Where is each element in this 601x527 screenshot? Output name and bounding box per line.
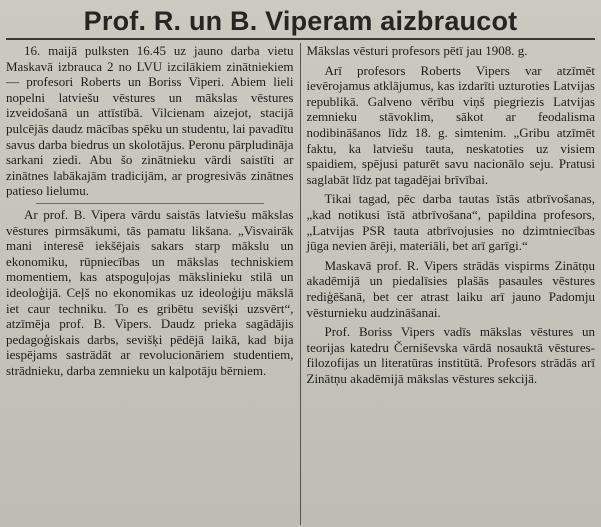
paragraph-liberation: Tikai tagad, pēc darba tautas īstās atbrīvošanas, „kad notikusi īstā atbrīvošana“, papildina profesors, „Latvijas PSR tauta atbrīvojusies no dzimtniecības jūga nevien ārēji, materiāli, bet arī garīgi.“ — [306, 191, 595, 254]
headline-rule — [6, 38, 595, 40]
paragraph-moscow-work: Maskavā prof. R. Vipers strādās vispirms Zinātņu akadēmijā un piedalīsies plašās pasaules vēstures rediģēšanā, bet cer atrast laiku arī jauno Padomju vēsturnieku audzināšanai. — [306, 257, 595, 320]
paragraph-b-vipers: Ar prof. B. Vipera vārdu saistās latviešu mākslas vēstures pirmsākumi, tās pamatu likšana. „Visvairāk mani interesē iekšējais sakars starp mākslu un ekonomiku, rūpniecības un mākslas techniskiem momentiem, kas atspoguļojas mākslinieku stilā un ideoloģijā. Ceļš no ekonomikas uz ideoloģiju mākslā iet caur techniku. To es gribētu sevišķi uzsvērt“, atzīmēja prof. B. Vipers. Daudz prieka sagādājis pedagoģiskais darbs, sevišķi pēdējā laikā, kad bija iespējams sastrādāt ar revolucionāriem studentiem, strādnieku, darba zemnieku un kalpotāju bērniem. — [6, 206, 294, 378]
paragraph-departure: 16. maijā pulksten 16.45 uz jauno darba vietu Maskavā izbrauca 2 no LVU izcilākiem zinātniekiem — profesori Roberts un Boriss Viperi. Abiem lieli nopelni latviešu vēstures un mākslas vēstures izveidošanā un attīstībā. Vilcienam aizejot, stacijā pulcējās daudz mācības spēku un studentu, lai pavadītu savus darba biedrus un skolotājus. Peronu pārpludināja sarkani ziedi. Abu šo zinātnieku vārdi saistīti ar zinātnes labākajām tradicijām, ar progresivās zinātnes patieso lielumu. — [6, 43, 294, 199]
paragraph-r-vipers: Arī profesors Roberts Vipers var atzīmēt ievērojamus atklājumus, kas izdarīti uzturoties Latvijas republikā. Galveno vērību viņš piegriezis Latvijas zemnieku stāvoklim, sākot ar feodalisma nodibināšanos līdz 18. g. simtenim. „Gribu atzīmēt faktu, ka latviešu tauta, neskatoties uz visiem spaidiem, spējusi paturēt savu nacionālo seju. Pratusi saglabāt līdz pat tagadējai brīvībai. — [306, 62, 595, 187]
paragraph-separator — [36, 203, 264, 204]
right-column — [301, 43, 596, 525]
paragraph-continuation: Mākslas vēsturi profesors pētī jau 1908. g. — [306, 43, 528, 58]
article-headline: Prof. R. un B. Viperam aizbraucot — [83, 6, 518, 36]
article-body — [6, 43, 595, 525]
paragraph-b-vipers-chair: Prof. Boriss Vipers vadīs mākslas vēstures un teorijas katedru Černiševska vārdā nosauktā vēstures-filozofijas un literatūras institūtā. Profesors strādās arī Zinātņu akadēmijā mākslas vēstures sekcijā. — [306, 324, 595, 386]
left-column — [6, 43, 301, 525]
